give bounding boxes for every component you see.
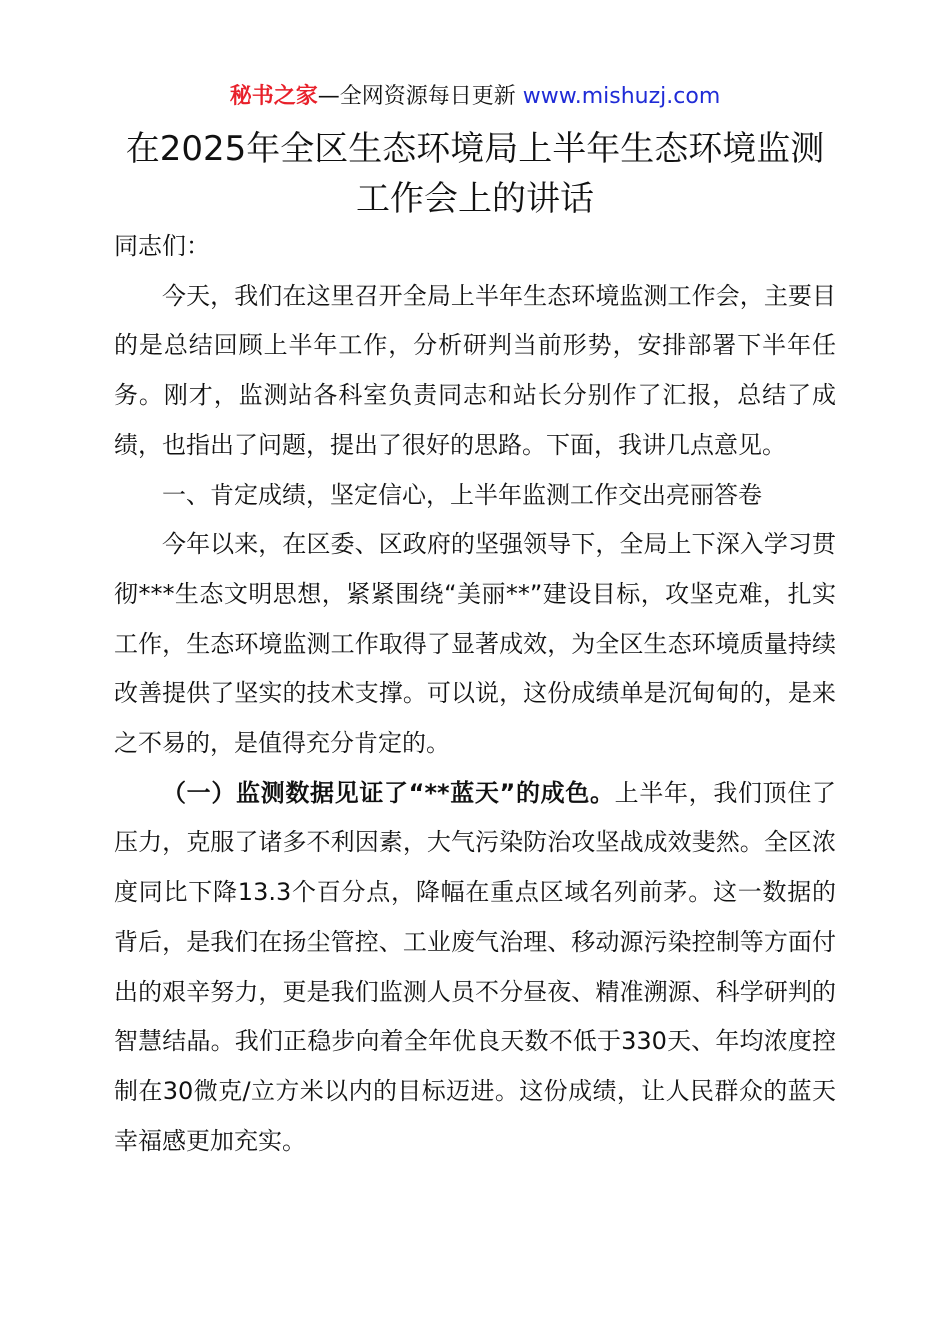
site-header xyxy=(0,80,950,114)
paragraph-intro: 今天，我们在这里召开全局上半年生态环境监测工作会，主要目的是总结回顾上半年工作，分析研判当前形势，安排部署下半年任务。刚才，监测站各科室负责同志和站长分别作了汇报，总结了成绩，也指出了问题，提出了很好的思路。下面，我讲几点意见。 xyxy=(114,281,836,459)
document-body xyxy=(114,222,836,1166)
site-url-link[interactable]: www.mishuzj.com xyxy=(522,84,721,109)
subsection-heading: （一）监测数据见证了“**蓝天”的成色。 xyxy=(162,778,615,807)
header-tagline: —全网资源每日更新 xyxy=(317,84,516,109)
document-title: 在2025年全区生态环境局上半年生态环境监测工作会上的讲话 xyxy=(125,129,825,219)
salutation: 同志们： xyxy=(114,232,210,260)
paragraph-blue-sky xyxy=(114,769,836,1167)
subsection-text: 上半年，我们顶住了压力，克服了诸多不利因素，大气污染防治攻坚战成效斐然。全区浓度同比下降13.3个百分点，降幅在重点区域名列前茅。这一数据的背后，是我们在扬尘管控、工业废气治理、移动源污染控制等方面付出的艰辛努力，更是我们监测人员不分昼夜、精准溯源、科学研判的智慧结晶。我们正稳步向着全年优良天数不低于330天、年均浓度控制在30微克/立方米以内的目标迈进。这份成绩，让人民群众的蓝天幸福感更加充实。 xyxy=(114,778,836,1155)
section-heading-1: 一、肯定成绩，坚定信心，上半年监测工作交出亮丽答卷 xyxy=(162,480,762,509)
brand-name: 秘书之家 xyxy=(229,84,318,109)
paragraph-achievements: 今年以来，在区委、区政府的坚强领导下，全局上下深入学习贯彻***生态文明思想，紧紧围绕“美丽**”建设目标，攻坚克难，扎实工作，生态环境监测工作取得了显著成效，为全区生态环境质量持续改善提供了坚实的技术支撑。可以说，这份成绩单是沉甸甸的，是来之不易的，是值得充分肯定的。 xyxy=(114,530,836,758)
